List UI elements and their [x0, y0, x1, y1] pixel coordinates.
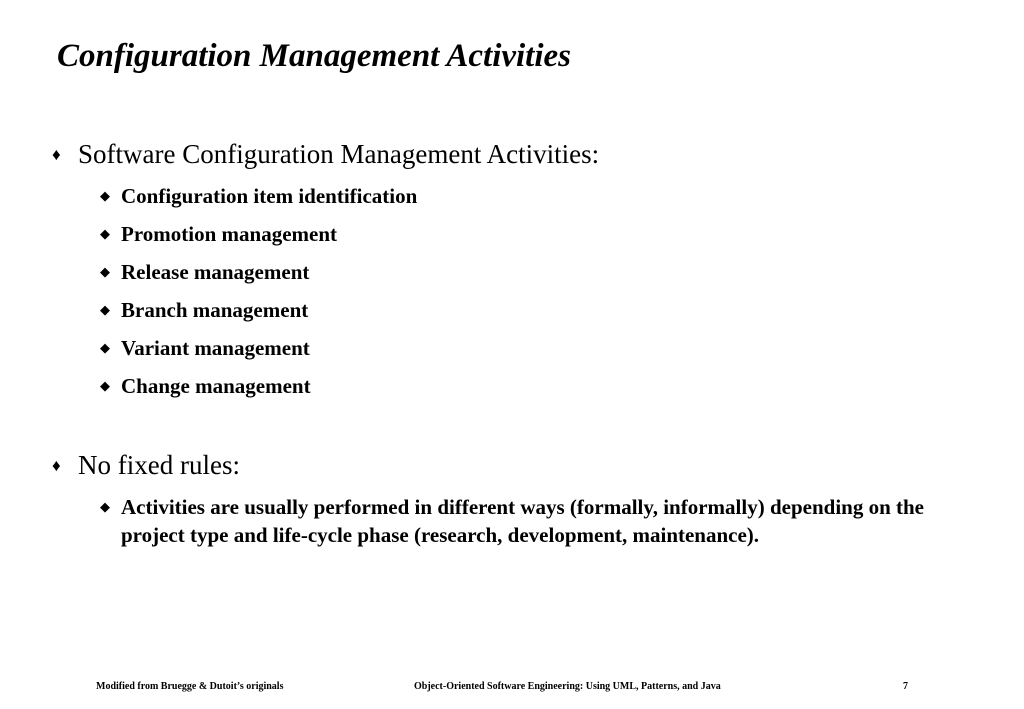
sub-bullet-text: Change management	[121, 374, 311, 398]
bullet-no-fixed-rules	[52, 451, 240, 481]
diamond-bullet-icon: ◆	[100, 340, 110, 355]
sub-bullet-text: Release management	[121, 260, 310, 284]
sub-bullet-text: Promotion management	[121, 222, 337, 246]
slide-title: Configuration Management Activities	[57, 38, 571, 74]
sub-bullet-item	[100, 182, 417, 210]
diamond-bullet-icon: ◆	[100, 264, 110, 279]
diamond-bullet-icon: ◆	[100, 188, 110, 203]
bullet-heading: Software Configuration Management Activities:	[78, 139, 600, 169]
sub-bullet-item	[100, 296, 308, 324]
bullet-heading: No fixed rules:	[78, 450, 240, 480]
sub-bullet-item	[100, 372, 311, 400]
diamond-bullet-icon: ♦	[52, 456, 61, 475]
bullet-software-config-activities	[52, 140, 599, 170]
sub-bullet-text: Activities are usually performed in different ways (formally, informally) depending on the project type and life-cycle phase (research, development, maintenance).	[121, 495, 925, 547]
sub-bullet-item	[100, 258, 309, 286]
sub-bullet-text: Configuration item identification	[121, 184, 418, 208]
diamond-bullet-icon: ◆	[100, 226, 110, 241]
sub-bullet-text: Variant management	[121, 336, 310, 360]
page-number: 7	[903, 681, 908, 692]
diamond-bullet-icon: ◆	[100, 499, 110, 514]
diamond-bullet-icon: ♦	[52, 145, 61, 164]
diamond-bullet-icon: ◆	[100, 378, 110, 393]
sub-bullet-item	[100, 220, 337, 248]
sub-bullet-item	[100, 334, 310, 362]
sub-bullet-text: Branch management	[121, 298, 309, 322]
sub-bullet-item	[100, 493, 970, 549]
diamond-bullet-icon: ◆	[100, 302, 110, 317]
footer-book-title: Object-Oriented Software Engineering: Using UML, Patterns, and Java	[414, 681, 721, 692]
footer-credit: Modified from Bruegge & Dutoit’s originals	[96, 681, 284, 692]
